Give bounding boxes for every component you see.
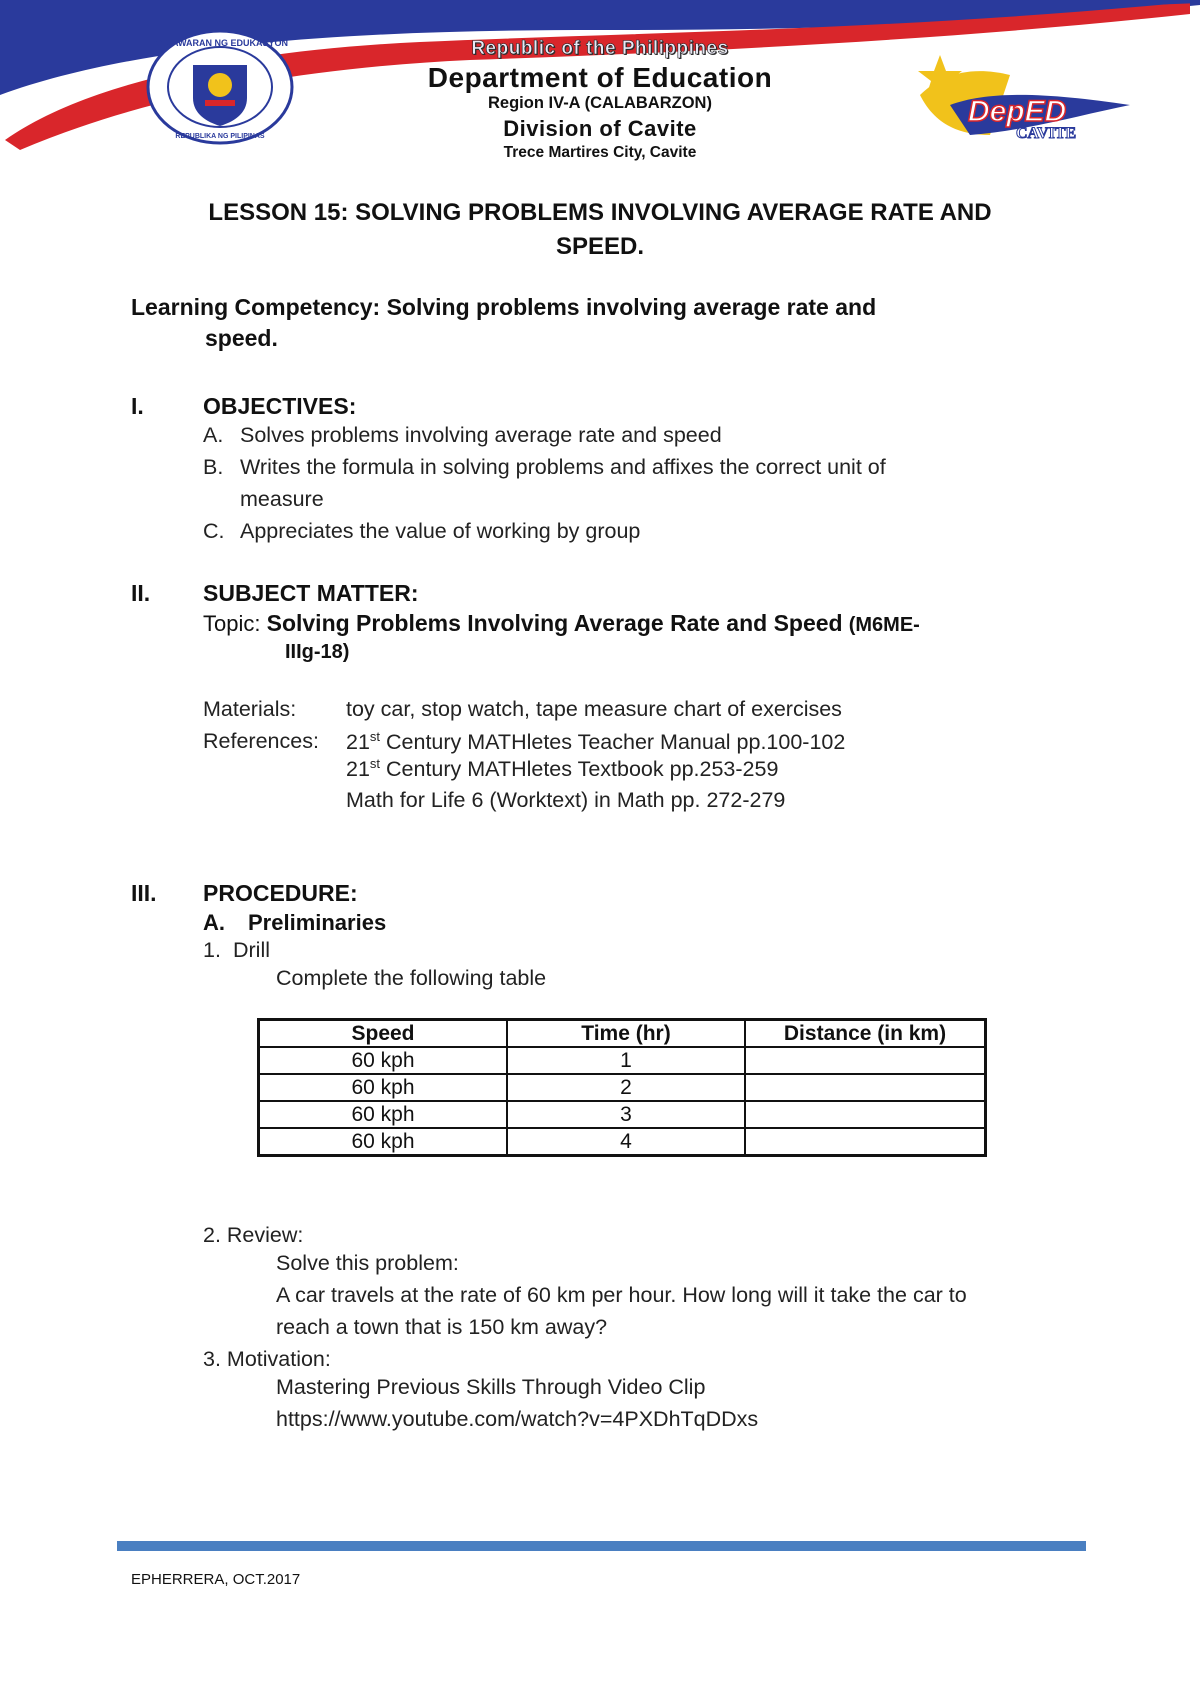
topic-code1: (M6ME- — [848, 614, 920, 636]
objective-b-text2: measure — [240, 487, 324, 511]
logo-main-text: DepED — [968, 95, 1067, 128]
deped-cavite-logo-icon — [880, 35, 1130, 145]
header-speed: Speed — [259, 1020, 508, 1048]
objective-c-text: Appreciates the value of working by group — [240, 519, 641, 543]
seal-text-top: KAGAWARAN NG EDUKASYON — [151, 38, 289, 48]
procedure-num: III. — [131, 880, 157, 906]
deped-seal-icon — [145, 30, 295, 145]
lesson-title — [120, 196, 1080, 264]
header-text-block — [360, 38, 840, 162]
cell-time: 4 — [507, 1128, 745, 1156]
motivation-label: 3. Motivation: — [203, 1347, 331, 1371]
review-label: 2. Review: — [203, 1223, 304, 1247]
table-row — [259, 1101, 986, 1128]
cell-time: 1 — [507, 1047, 745, 1074]
objective-a-text: Solves problems involving average rate and speed — [240, 423, 722, 447]
cell-speed: 60 kph — [259, 1047, 508, 1074]
topic-line — [203, 610, 920, 637]
topic-code2: IIIg-18) — [285, 641, 350, 663]
objective-b-text: Writes the formula in solving problems and affixes the correct unit of — [240, 455, 886, 479]
motivation-text: Mastering Previous Skills Through Video Clip — [276, 1375, 706, 1399]
header-department: Department of Education — [427, 62, 773, 93]
lesson-title-line2: SPEED. — [555, 233, 645, 260]
drill-label: Drill — [233, 938, 271, 962]
cell-speed: 60 kph — [259, 1128, 508, 1156]
cell-speed: 60 kph — [259, 1101, 508, 1128]
cell-distance[interactable] — [745, 1074, 986, 1101]
topic-title: Solving Problems Involving Average Rate and Speed — [266, 610, 843, 636]
cell-time: 3 — [507, 1101, 745, 1128]
reference-3: Math for Life 6 (Worktext) in Math pp. 272-279 — [346, 788, 786, 812]
table-header-row — [259, 1020, 986, 1048]
materials-text: toy car, stop watch, tape measure chart of exercises — [346, 697, 842, 721]
competency-line1: Learning Competency: Solving problems involving average rate and — [131, 294, 877, 320]
table-row — [259, 1074, 986, 1101]
logo-sub-text: CAVITE — [1016, 125, 1077, 142]
cell-distance[interactable] — [745, 1128, 986, 1156]
procedure-title: PROCEDURE: — [203, 880, 358, 906]
drill-instruction: Complete the following table — [276, 966, 547, 990]
header-division: Division of Cavite — [503, 116, 697, 141]
reference-2: 21st Century MATHletes Textbook pp.253-259 — [346, 756, 779, 782]
cell-time: 2 — [507, 1074, 745, 1101]
competency-line2: speed. — [205, 325, 278, 351]
reference-1: 21st Century MATHletes Teacher Manual pp.100-102 — [346, 729, 846, 755]
table-row — [259, 1047, 986, 1074]
header-time: Time (hr) — [507, 1020, 745, 1048]
objective-c-letter: C. — [203, 519, 225, 543]
header-region: Region IV-A (CALABARZON) — [488, 94, 712, 112]
header-republic: Republic of the Philippines — [471, 38, 729, 59]
drill-num: 1. — [203, 938, 221, 962]
objectives-title: OBJECTIVES: — [203, 393, 357, 419]
footer-author: EPHERRERA, OCT.2017 — [131, 1571, 301, 1588]
cell-distance[interactable] — [745, 1101, 986, 1128]
review-problem-line2: reach a town that is 150 km away? — [276, 1315, 608, 1339]
objective-a-letter: A. — [203, 423, 224, 447]
header-distance: Distance (in km) — [745, 1020, 986, 1048]
drill-table — [257, 1018, 987, 1157]
seal-text-bottom: REPUBLIKA NG PILIPINAS — [175, 133, 265, 140]
cell-speed: 60 kph — [259, 1074, 508, 1101]
review-instruction: Solve this problem: — [276, 1251, 459, 1275]
subject-title: SUBJECT MATTER: — [203, 580, 419, 606]
lesson-title-line1: LESSON 15: SOLVING PROBLEMS INVOLVING AVERAGE RATE AND — [208, 199, 992, 226]
motivation-video-link[interactable]: https://www.youtube.com/watch?v=4PXDhTqDDxs — [276, 1407, 759, 1431]
topic-label: Topic: — [203, 611, 261, 636]
table-row — [259, 1128, 986, 1156]
materials-label: Materials: — [203, 697, 297, 721]
header-city: Trece Martires City, Cavite — [503, 144, 697, 161]
review-problem-line1: A car travels at the rate of 60 km per hour. How long will it take the car to — [276, 1283, 967, 1307]
references-label: References: — [203, 729, 319, 753]
objectives-num: I. — [131, 393, 144, 419]
preliminaries-title: Preliminaries — [248, 910, 387, 935]
objective-b-letter: B. — [203, 455, 224, 479]
cell-distance[interactable] — [745, 1047, 986, 1074]
preliminaries-letter: A. — [203, 910, 225, 935]
subject-num: II. — [131, 580, 151, 606]
footer-bar — [117, 1541, 1086, 1551]
